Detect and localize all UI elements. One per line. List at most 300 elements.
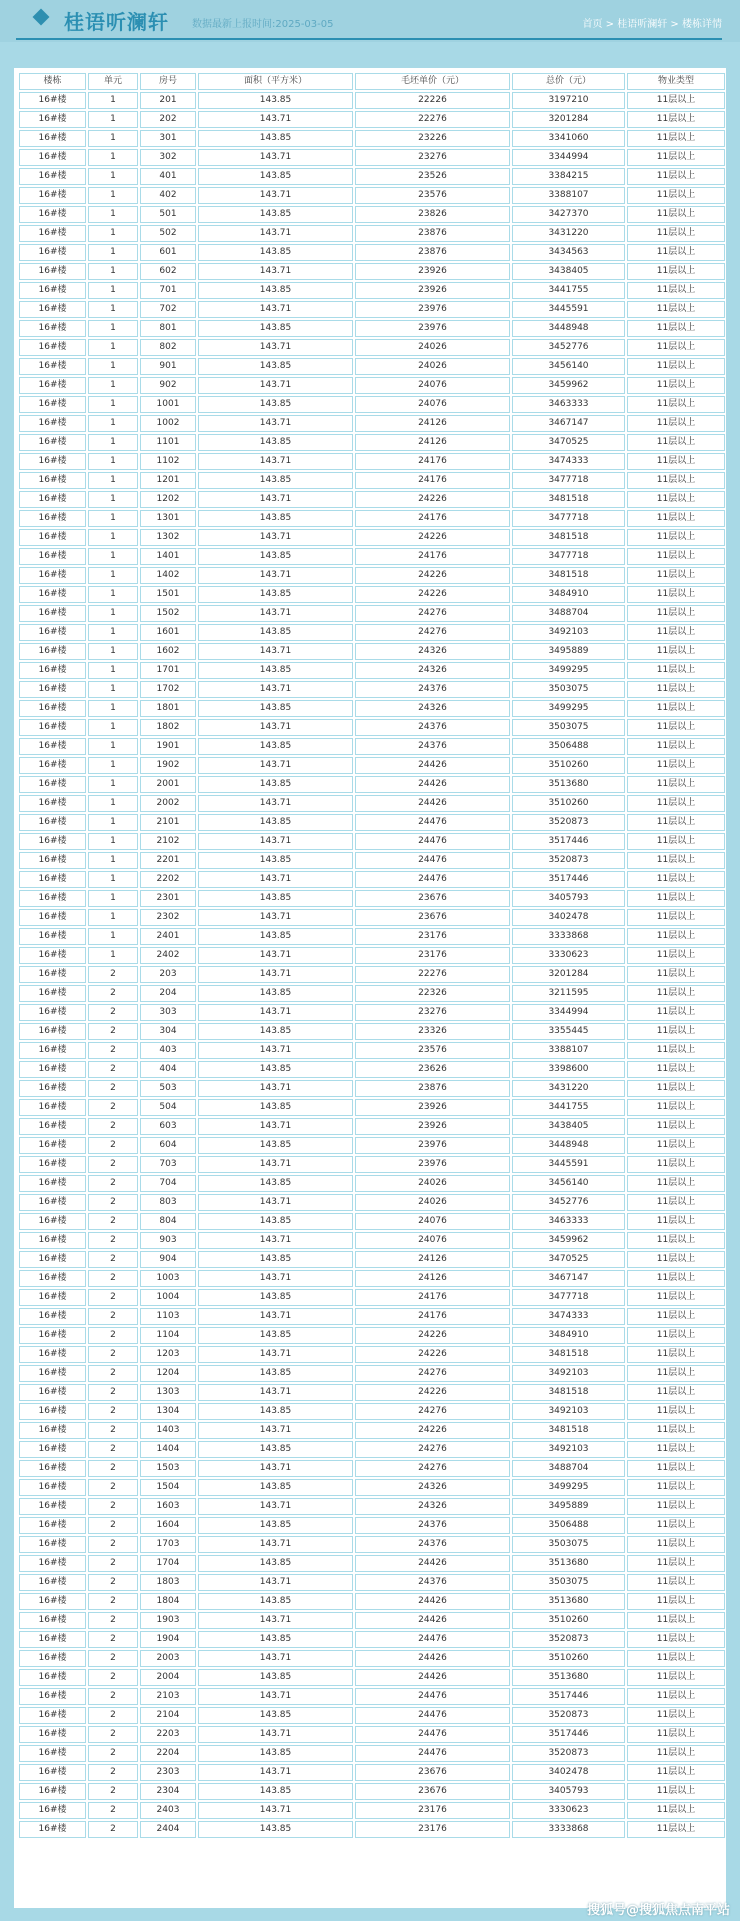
cell-room: 1601: [140, 624, 196, 641]
cell-total-price: 3495889: [512, 1498, 625, 1515]
cell-unit-price: 24476: [355, 1631, 510, 1648]
cell-unit: 1: [88, 814, 138, 831]
cell-area: 143.71: [198, 1232, 353, 1249]
cell-unit: 1: [88, 472, 138, 489]
cell-area: 143.71: [198, 415, 353, 432]
table-row: [19, 1802, 725, 1819]
cell-unit-price: 24076: [355, 377, 510, 394]
cell-building: 16#楼: [19, 1745, 86, 1762]
cell-room: 302: [140, 149, 196, 166]
cell-property-type: 11层以上: [627, 1669, 725, 1686]
cell-property-type: 11层以上: [627, 1194, 725, 1211]
cell-unit: 2: [88, 1707, 138, 1724]
cell-total-price: 3499295: [512, 1479, 625, 1496]
cell-area: 143.85: [198, 776, 353, 793]
cell-room: 2003: [140, 1650, 196, 1667]
cell-unit-price: 23676: [355, 909, 510, 926]
cell-area: 143.85: [198, 1023, 353, 1040]
cell-total-price: 3463333: [512, 396, 625, 413]
cell-unit: 1: [88, 928, 138, 945]
cell-area: 143.85: [198, 206, 353, 223]
table-row: [19, 92, 725, 109]
table-row: [19, 1422, 725, 1439]
cell-total-price: 3481518: [512, 1384, 625, 1401]
table-row: [19, 1612, 725, 1629]
cell-area: 143.85: [198, 548, 353, 565]
cell-unit-price: 24476: [355, 1726, 510, 1743]
cell-total-price: 3510260: [512, 1650, 625, 1667]
table-row: [19, 776, 725, 793]
cell-area: 143.71: [198, 1726, 353, 1743]
table-row: [19, 263, 725, 280]
cell-building: 16#楼: [19, 453, 86, 470]
cell-unit: 2: [88, 1726, 138, 1743]
cell-building: 16#楼: [19, 1688, 86, 1705]
cell-total-price: 3481518: [512, 529, 625, 546]
cell-property-type: 11层以上: [627, 1270, 725, 1287]
table-row: [19, 662, 725, 679]
cell-total-price: 3333868: [512, 928, 625, 945]
cell-property-type: 11层以上: [627, 1764, 725, 1781]
cell-unit: 2: [88, 1289, 138, 1306]
cell-property-type: 11层以上: [627, 833, 725, 850]
cell-area: 143.85: [198, 1821, 353, 1838]
table-row: [19, 1479, 725, 1496]
cell-room: 703: [140, 1156, 196, 1173]
header-bar: [0, 0, 740, 42]
cell-total-price: 3467147: [512, 1270, 625, 1287]
cell-unit-price: 24476: [355, 1688, 510, 1705]
cell-property-type: 11层以上: [627, 1821, 725, 1838]
cell-unit: 2: [88, 1099, 138, 1116]
cell-building: 16#楼: [19, 282, 86, 299]
cell-total-price: 3452776: [512, 339, 625, 356]
cell-unit-price: 24026: [355, 1194, 510, 1211]
table-row: [19, 320, 725, 337]
cell-room: 1903: [140, 1612, 196, 1629]
cell-unit-price: 24376: [355, 1574, 510, 1591]
cell-area: 143.85: [198, 244, 353, 261]
cell-building: 16#楼: [19, 795, 86, 812]
cell-room: 1403: [140, 1422, 196, 1439]
table-row: [19, 453, 725, 470]
cell-property-type: 11层以上: [627, 1384, 725, 1401]
cell-unit-price: 22276: [355, 966, 510, 983]
table-row: [19, 1289, 725, 1306]
cell-unit-price: 24326: [355, 643, 510, 660]
table-row: [19, 434, 725, 451]
cell-total-price: 3201284: [512, 111, 625, 128]
cell-unit-price: 24226: [355, 529, 510, 546]
cell-unit: 1: [88, 453, 138, 470]
cell-total-price: 3459962: [512, 377, 625, 394]
cell-total-price: 3441755: [512, 282, 625, 299]
cell-unit-price: 24126: [355, 434, 510, 451]
cell-unit: 2: [88, 1479, 138, 1496]
cell-property-type: 11层以上: [627, 529, 725, 546]
cell-total-price: 3355445: [512, 1023, 625, 1040]
cell-unit-price: 24426: [355, 1650, 510, 1667]
cell-area: 143.71: [198, 1384, 353, 1401]
cell-building: 16#楼: [19, 966, 86, 983]
cell-unit: 1: [88, 92, 138, 109]
table-row: [19, 1023, 725, 1040]
cell-room: 2002: [140, 795, 196, 812]
cell-property-type: 11层以上: [627, 1327, 725, 1344]
cell-area: 143.85: [198, 282, 353, 299]
cell-total-price: 3470525: [512, 1251, 625, 1268]
cell-room: 1701: [140, 662, 196, 679]
cell-unit: 2: [88, 1118, 138, 1135]
cell-area: 143.85: [198, 1593, 353, 1610]
cell-building: 16#楼: [19, 833, 86, 850]
cell-room: 1203: [140, 1346, 196, 1363]
table-row: [19, 833, 725, 850]
cell-area: 143.85: [198, 472, 353, 489]
cell-area: 143.85: [198, 624, 353, 641]
table-row: [19, 225, 725, 242]
cell-unit-price: 24426: [355, 1669, 510, 1686]
cell-property-type: 11层以上: [627, 643, 725, 660]
cell-room: 801: [140, 320, 196, 337]
cell-total-price: 3481518: [512, 1422, 625, 1439]
cell-unit: 2: [88, 1764, 138, 1781]
table-row: [19, 1764, 725, 1781]
cell-area: 143.85: [198, 1213, 353, 1230]
breadcrumb-home-link[interactable]: 首页: [582, 19, 603, 30]
cell-area: 143.85: [198, 1327, 353, 1344]
cell-total-price: 3481518: [512, 567, 625, 584]
cell-room: 1304: [140, 1403, 196, 1420]
cell-area: 143.71: [198, 1042, 353, 1059]
cell-property-type: 11层以上: [627, 1308, 725, 1325]
cell-room: 1202: [140, 491, 196, 508]
cell-unit-price: 24126: [355, 415, 510, 432]
cell-property-type: 11层以上: [627, 244, 725, 261]
table-row: [19, 510, 725, 527]
cell-unit-price: 23226: [355, 130, 510, 147]
cell-property-type: 11层以上: [627, 1726, 725, 1743]
cell-property-type: 11层以上: [627, 624, 725, 641]
table-row: [19, 1726, 725, 1743]
cell-property-type: 11层以上: [627, 92, 725, 109]
cell-total-price: 3517446: [512, 871, 625, 888]
cell-area: 143.85: [198, 700, 353, 717]
cell-total-price: 3517446: [512, 1688, 625, 1705]
cell-property-type: 11层以上: [627, 415, 725, 432]
table-row: [19, 187, 725, 204]
cell-total-price: 3477718: [512, 548, 625, 565]
cell-building: 16#楼: [19, 719, 86, 736]
cell-unit-price: 24376: [355, 719, 510, 736]
cell-unit: 1: [88, 320, 138, 337]
cell-room: 1703: [140, 1536, 196, 1553]
cell-area: 143.85: [198, 814, 353, 831]
cell-area: 143.85: [198, 434, 353, 451]
cell-room: 503: [140, 1080, 196, 1097]
table-row: [19, 244, 725, 261]
cell-unit: 1: [88, 377, 138, 394]
cell-total-price: 3402478: [512, 909, 625, 926]
cell-total-price: 3445591: [512, 1156, 625, 1173]
cell-unit: 2: [88, 1669, 138, 1686]
cell-building: 16#楼: [19, 1403, 86, 1420]
table-body: [19, 92, 725, 1838]
cell-room: 2404: [140, 1821, 196, 1838]
cell-unit-price: 24026: [355, 1175, 510, 1192]
cell-unit-price: 24276: [355, 624, 510, 641]
cell-room: 1901: [140, 738, 196, 755]
table-row: [19, 1783, 725, 1800]
cell-area: 143.71: [198, 149, 353, 166]
cell-room: 1804: [140, 1593, 196, 1610]
cell-area: 143.71: [198, 871, 353, 888]
table-row: [19, 415, 725, 432]
cell-property-type: 11层以上: [627, 1175, 725, 1192]
table-row: [19, 1346, 725, 1363]
cell-area: 143.71: [198, 605, 353, 622]
cell-unit: 1: [88, 358, 138, 375]
cell-total-price: 3434563: [512, 244, 625, 261]
cell-room: 1604: [140, 1517, 196, 1534]
cell-room: 2203: [140, 1726, 196, 1743]
cell-property-type: 11层以上: [627, 339, 725, 356]
cell-unit: 2: [88, 1023, 138, 1040]
table-row: [19, 111, 725, 128]
cell-building: 16#楼: [19, 206, 86, 223]
cell-room: 1404: [140, 1441, 196, 1458]
diamond-icon: [33, 9, 50, 26]
cell-building: 16#楼: [19, 1023, 86, 1040]
table-row: [19, 947, 725, 964]
cell-total-price: 3474333: [512, 1308, 625, 1325]
cell-room: 701: [140, 282, 196, 299]
table-row: [19, 1137, 725, 1154]
cell-unit-price: 24326: [355, 1498, 510, 1515]
cell-room: 401: [140, 168, 196, 185]
table-row: [19, 1099, 725, 1116]
table-row: [19, 738, 725, 755]
cell-area: 143.85: [198, 928, 353, 945]
cell-unit-price: 24426: [355, 1593, 510, 1610]
cell-property-type: 11层以上: [627, 1061, 725, 1078]
cell-area: 143.85: [198, 1441, 353, 1458]
table-row: [19, 1460, 725, 1477]
cell-building: 16#楼: [19, 1612, 86, 1629]
cell-building: 16#楼: [19, 434, 86, 451]
cell-unit-price: 24176: [355, 453, 510, 470]
cell-building: 16#楼: [19, 681, 86, 698]
cell-room: 201: [140, 92, 196, 109]
cell-property-type: 11层以上: [627, 947, 725, 964]
cell-total-price: 3520873: [512, 1707, 625, 1724]
table-header-row: [19, 73, 725, 90]
cell-unit-price: 24276: [355, 1403, 510, 1420]
cell-building: 16#楼: [19, 1783, 86, 1800]
cell-unit: 1: [88, 491, 138, 508]
cell-property-type: 11层以上: [627, 377, 725, 394]
cell-unit-price: 24176: [355, 1289, 510, 1306]
table-row: [19, 928, 725, 945]
cell-area: 143.85: [198, 1061, 353, 1078]
cell-unit-price: 24426: [355, 757, 510, 774]
cell-unit: 2: [88, 1593, 138, 1610]
cell-building: 16#楼: [19, 1194, 86, 1211]
cell-unit: 1: [88, 396, 138, 413]
cell-unit-price: 24226: [355, 586, 510, 603]
cell-unit: 2: [88, 1042, 138, 1059]
cell-total-price: 3211595: [512, 985, 625, 1002]
table-row: [19, 890, 725, 907]
cell-room: 1303: [140, 1384, 196, 1401]
cell-unit: 1: [88, 225, 138, 242]
cell-total-price: 3510260: [512, 1612, 625, 1629]
cell-unit-price: 24476: [355, 814, 510, 831]
cell-unit-price: 24376: [355, 1517, 510, 1534]
cell-area: 143.85: [198, 1289, 353, 1306]
cell-property-type: 11层以上: [627, 662, 725, 679]
cell-building: 16#楼: [19, 187, 86, 204]
table-row: [19, 1270, 725, 1287]
cell-property-type: 11层以上: [627, 1783, 725, 1800]
cell-total-price: 3197210: [512, 92, 625, 109]
cell-unit: 2: [88, 1213, 138, 1230]
cell-total-price: 3341060: [512, 130, 625, 147]
cell-unit-price: 23176: [355, 1802, 510, 1819]
cell-property-type: 11层以上: [627, 586, 725, 603]
table-row: [19, 605, 725, 622]
cell-building: 16#楼: [19, 510, 86, 527]
cell-room: 903: [140, 1232, 196, 1249]
cell-area: 143.71: [198, 187, 353, 204]
table-row: [19, 643, 725, 660]
cell-area: 143.71: [198, 1498, 353, 1515]
cell-unit-price: 23876: [355, 225, 510, 242]
cell-unit: 1: [88, 947, 138, 964]
cell-unit: 2: [88, 1612, 138, 1629]
cell-total-price: 3488704: [512, 1460, 625, 1477]
cell-room: 2104: [140, 1707, 196, 1724]
cell-property-type: 11层以上: [627, 700, 725, 717]
cell-building: 16#楼: [19, 1460, 86, 1477]
cell-room: 1702: [140, 681, 196, 698]
cell-area: 143.85: [198, 1137, 353, 1154]
table-row: [19, 1650, 725, 1667]
column-header-room: 房号: [140, 73, 196, 90]
cell-unit: 2: [88, 1802, 138, 1819]
cell-building: 16#楼: [19, 1384, 86, 1401]
cell-building: 16#楼: [19, 377, 86, 394]
cell-area: 143.85: [198, 510, 353, 527]
cell-building: 16#楼: [19, 1061, 86, 1078]
table-row: [19, 1688, 725, 1705]
cell-property-type: 11层以上: [627, 966, 725, 983]
cell-room: 303: [140, 1004, 196, 1021]
cell-building: 16#楼: [19, 263, 86, 280]
table-row: [19, 814, 725, 831]
table-row: [19, 472, 725, 489]
cell-unit: 1: [88, 567, 138, 584]
cell-area: 143.71: [198, 966, 353, 983]
cell-unit: 1: [88, 149, 138, 166]
cell-building: 16#楼: [19, 814, 86, 831]
cell-property-type: 11层以上: [627, 1232, 725, 1249]
cell-room: 904: [140, 1251, 196, 1268]
cell-property-type: 11层以上: [627, 776, 725, 793]
cell-area: 143.71: [198, 301, 353, 318]
cell-unit: 2: [88, 1498, 138, 1515]
cell-building: 16#楼: [19, 1365, 86, 1382]
cell-total-price: 3388107: [512, 187, 625, 204]
cell-property-type: 11层以上: [627, 1612, 725, 1629]
cell-total-price: 3405793: [512, 1783, 625, 1800]
table-row: [19, 149, 725, 166]
cell-total-price: 3402478: [512, 1764, 625, 1781]
cell-room: 2302: [140, 909, 196, 926]
cell-area: 143.71: [198, 263, 353, 280]
cell-unit-price: 24476: [355, 852, 510, 869]
table-row: [19, 491, 725, 508]
cell-area: 143.71: [198, 681, 353, 698]
cell-total-price: 3513680: [512, 1593, 625, 1610]
cell-unit: 1: [88, 301, 138, 318]
cell-area: 143.71: [198, 453, 353, 470]
cell-area: 143.71: [198, 567, 353, 584]
cell-unit: 1: [88, 643, 138, 660]
cell-building: 16#楼: [19, 244, 86, 261]
cell-room: 2304: [140, 1783, 196, 1800]
cell-building: 16#楼: [19, 1821, 86, 1838]
table-row: [19, 1004, 725, 1021]
cell-total-price: 3513680: [512, 1555, 625, 1572]
cell-unit-price: 24276: [355, 1441, 510, 1458]
cell-total-price: 3456140: [512, 1175, 625, 1192]
cell-unit: 1: [88, 244, 138, 261]
cell-room: 601: [140, 244, 196, 261]
cell-unit: 1: [88, 187, 138, 204]
cell-room: 1201: [140, 472, 196, 489]
cell-area: 143.85: [198, 92, 353, 109]
cell-property-type: 11层以上: [627, 206, 725, 223]
cell-room: 602: [140, 263, 196, 280]
cell-unit-price: 23276: [355, 149, 510, 166]
cell-building: 16#楼: [19, 1004, 86, 1021]
update-timestamp: 数据最新上报时间:2025-03-05: [192, 19, 334, 30]
cell-total-price: 3488704: [512, 605, 625, 622]
cell-room: 403: [140, 1042, 196, 1059]
cell-area: 143.71: [198, 947, 353, 964]
cell-building: 16#楼: [19, 1042, 86, 1059]
cell-total-price: 3520873: [512, 1745, 625, 1762]
cell-area: 143.85: [198, 320, 353, 337]
cell-property-type: 11层以上: [627, 738, 725, 755]
table-row: [19, 966, 725, 983]
cell-unit-price: 22226: [355, 92, 510, 109]
cell-total-price: 3445591: [512, 301, 625, 318]
cell-building: 16#楼: [19, 1764, 86, 1781]
cell-room: 1801: [140, 700, 196, 717]
table-row: [19, 1631, 725, 1648]
breadcrumb-project-link[interactable]: 桂语听澜轩: [617, 19, 668, 30]
cell-area: 143.71: [198, 1422, 353, 1439]
cell-room: 404: [140, 1061, 196, 1078]
table-row: [19, 757, 725, 774]
cell-area: 143.85: [198, 358, 353, 375]
table-row: [19, 396, 725, 413]
cell-property-type: 11层以上: [627, 1365, 725, 1382]
cell-property-type: 11层以上: [627, 130, 725, 147]
cell-room: 1803: [140, 1574, 196, 1591]
